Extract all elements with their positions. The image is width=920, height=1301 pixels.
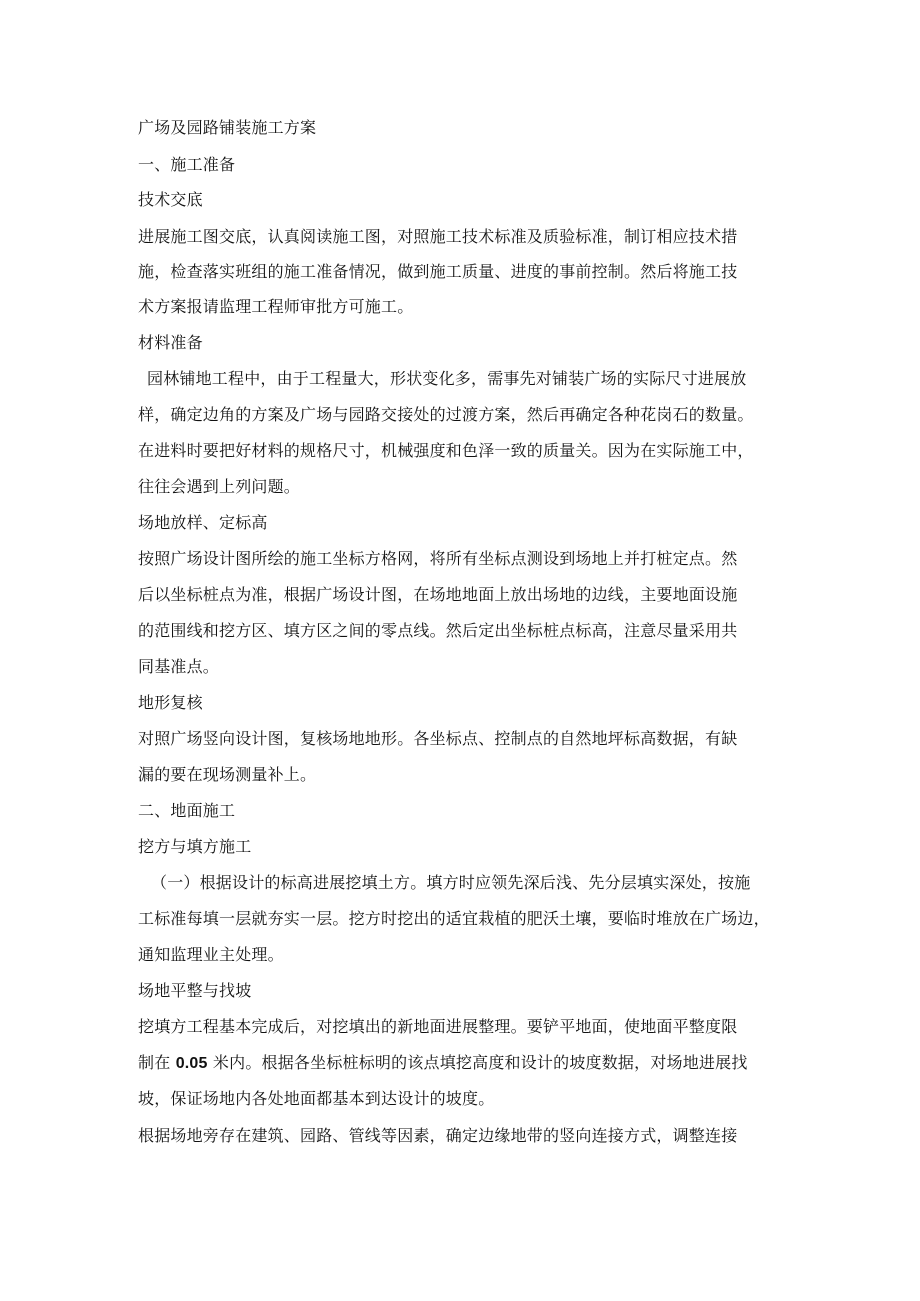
subheading-cut-and-fill: 挖方与填方施工 [138,837,252,856]
paragraph-line: 挖填方工程基本完成后，对挖填出的新地面进展整理。要铲平地面，使地面平整度限 [138,1017,738,1036]
paragraph-line: 进展施工图交底，认真阅读施工图，对照施工技术标准及质验标准，制订相应技术措 [138,227,738,246]
paragraph-line: 通知监理业主处理。 [138,945,284,964]
paragraph-line: 工标准每填一层就夯实一层。挖方时挖出的适宜栽植的肥沃土壤，要临时堆放在广场边， [138,909,770,928]
paragraph-line: 的范围线和挖方区、填方区之间的零点线。然后定出坐标桩点标高，注意尽量采用共 [138,621,738,640]
paragraph-line: 样，确定边角的方案及广场与园路交接处的过渡方案，然后再确定各种花岗石的数量。 [138,405,754,424]
paragraph-line: 对照广场竖向设计图，复核场地地形。各坐标点、控制点的自然地坪标高数据，有缺 [138,729,738,748]
paragraph-line: 施，检查落实班组的施工准备情况，做到施工质量、进度的事前控制。然后将施工技 [138,262,738,281]
tolerance-value: 0.05 [175,1055,208,1072]
section-heading-preparation: 一、施工准备 [138,155,236,174]
paragraph-line [138,1053,748,1074]
subheading-site-layout: 场地放样、定标高 [138,513,268,532]
subheading-material-prep: 材料准备 [138,333,203,352]
subheading-terrain-check: 地形复核 [138,693,203,712]
paragraph-line: 坡，保证场地内各处地面都基本到达设计的坡度。 [138,1089,495,1108]
text-segment: 制在 [138,1053,176,1072]
paragraph-line: 在进料时要把好材料的规格尺寸，机械强度和色泽一致的质量关。因为在实际施工中， [138,441,754,460]
subheading-tech-briefing: 技术交底 [138,190,203,209]
subheading-leveling-grading: 场地平整与找坡 [138,981,252,1000]
section-heading-ground-works: 二、地面施工 [138,801,236,820]
paragraph-line: 后以坐标桩点为准，根据广场设计图，在场地地面上放出场地的边线，主要地面设施 [138,585,738,604]
paragraph-line: （一）根据设计的标高进展挖填土方。填方时应领先深后浅、先分层填实深处，按施 [151,873,751,892]
document-title: 广场及园路铺装施工方案 [138,118,317,137]
text-segment: 米内。根据各坐标桩标明的该点填挖高度和设计的坡度数据，对场地进展找 [207,1053,748,1072]
paragraph-line: 漏的要在现场测量补上。 [138,765,317,784]
paragraph-line: 同基准点。 [138,657,220,676]
paragraph-line: 园林铺地工程中，由于工程量大，形状变化多，需事先对铺装广场的实际尺寸进展放 [147,369,747,388]
paragraph-line: 往往会遇到上列问题。 [138,477,301,496]
paragraph-line: 术方案报请监理工程师审批方可施工。 [138,297,414,316]
paragraph-line: 根据场地旁存在建筑、园路、管线等因素，确定边缘地带的竖向连接方式，调整连接 [138,1126,738,1145]
paragraph-line: 按照广场设计图所绘的施工坐标方格网，将所有坐标点测设到场地上并打桩定点。然 [138,549,738,568]
